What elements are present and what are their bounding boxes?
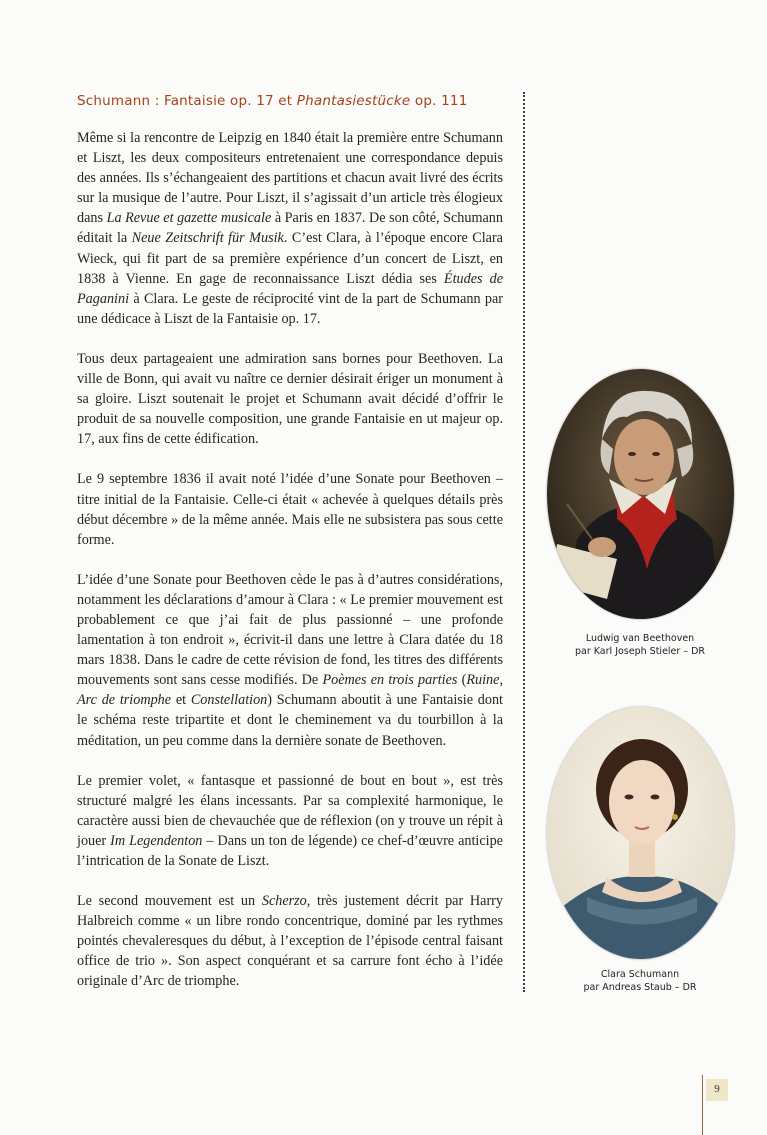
clara-caption-credit: par Andreas Staub – DR (583, 982, 697, 993)
text-run: et (171, 692, 191, 709)
section-heading (77, 93, 468, 109)
beethoven-caption-credit: par Karl Joseph Stieler – DR (574, 646, 706, 657)
text-run: Le 9 septembre 1836 il avait noté l’idée d’une Sonate pour Beethoven – titre initial de la Fantaisie. Celle-ci était « achevée à quelques détails près début décembre » de la même année. Mais elle ne subsistera pas sous cette forme. (77, 471, 503, 548)
clara-caption (540, 968, 740, 994)
text-run: à Clara. Le geste de réciprocité vint de la part de Schumann par une dédicace à Liszt de la Fantaisie op. 17. (77, 290, 503, 327)
paragraph-3 (77, 469, 503, 549)
paragraph-6 (77, 891, 503, 991)
italic-run: La Revue et gazette musicale (106, 210, 272, 227)
clara-schumann-portrait-image (547, 707, 734, 959)
italic-run: Arc de triomphe (77, 692, 172, 709)
paragraph-4 (77, 570, 503, 751)
paragraph-2 (77, 349, 503, 449)
text-run: Le premier volet, « fantasque et passionné de bout en bout », est très structuré malgré les élans incessants. Par sa complexité harmonique, le caractère aussi bien de chevauchée que de réflexion (on y trouve un répit à jouer (77, 772, 503, 849)
text-run: L’idée d’une Sonate pour Beethoven cède le pas à d’autres considérations, notamment les déclarations d’amour à Clara : « Le premier mouvement est probablement ce que j’ai fait de plus passionné – une profonde lamentation à ton endroit », écrivit-il dans une lettre à Clara datée du 18 mars 1838. Dans le cadre de cette révision de fond, les titres des différents mouvements sont sans cesse modifiés. De (77, 571, 503, 689)
page-number: 9 (706, 1079, 728, 1101)
text-run: , (499, 672, 503, 689)
dotted-column-divider (523, 92, 525, 992)
text-run: ( (457, 672, 467, 689)
text-run: Le second mouvement est un (77, 893, 262, 910)
text-run: . C’est Clara, à l’époque encore Clara Wieck, qui fit part de sa première expérience d’un concert de Liszt, en 1838 à Vienne. En gage de reconnaissance Liszt dédia ses (77, 230, 503, 287)
text-run: Même si la rencontre de Leipzig en 1840 était la première entre Schumann et Liszt, les deux compositeurs entretenaient une correspondance depuis des années. Ils s’échangeaient des partitions et chacun avait livré des écrits sur la musique de l’autre. Pour Liszt, il s’agissait d’un article très élogieux dans (77, 130, 503, 227)
paragraph-1 (77, 128, 503, 329)
beethoven-portrait (547, 369, 734, 619)
heading-prefix: Schumann : Fantaisie op. 17 et (77, 93, 297, 109)
beethoven-caption (540, 632, 740, 658)
text-run: , très justement décrit par Harry Halbreich comme « un libre rondo concentrique, dominé par les rythmes pointés chevaleresques du début, à l’exception de l’épisode central faisant office de trio ». Son aspect conquérant et sa carrure font écho à l’idée originale d’Arc de triomphe. (77, 893, 503, 990)
paragraph-5 (77, 771, 503, 871)
italic-run: Im Legendenton (110, 832, 203, 849)
text-run: ) Schumann aboutit à une Fantaisie dont le schéma reste tripartite et dont le cheminement va du tourbillon à la méditation, un peu comme dans la dernière sonate de Beethoven. (77, 692, 504, 749)
text-run: – Dans un ton de légende) ce chef-d’œuvre anticipe l’intrication de la Sonate de Liszt. (77, 832, 503, 869)
text-run: Tous deux partageaient une admiration sans bornes pour Beethoven. La ville de Bonn, qui avait vu naître ce dernier désirait ériger un monument à sa gloire. Liszt soutenait le projet et Schumann avait décidé d’offrir le produit de sa nouvelle composition, une grande Fantaisie en ut majeur op. 17, aux fins de cette édification. (77, 350, 503, 448)
italic-run: Neue Zeitschrift für Musik (131, 230, 284, 247)
beethoven-portrait-image (547, 369, 734, 619)
italic-run: Poèmes en trois parties (322, 672, 458, 689)
clara-schumann-portrait (547, 707, 734, 959)
italic-run: Ruine (466, 672, 500, 689)
heading-italic: Phantasiestücke (296, 93, 411, 109)
italic-run: Études de Paganini (77, 270, 503, 307)
italic-run: Scherzo (261, 893, 307, 910)
text-run: à Paris en 1837. De son côté, Schumann éditait la (77, 210, 503, 247)
article-body (77, 128, 503, 992)
beethoven-caption-name: Ludwig van Beethoven (585, 633, 695, 644)
italic-run: Constellation (190, 692, 268, 709)
heading-suffix: op. 111 (410, 93, 468, 109)
clara-caption-name: Clara Schumann (600, 969, 680, 980)
